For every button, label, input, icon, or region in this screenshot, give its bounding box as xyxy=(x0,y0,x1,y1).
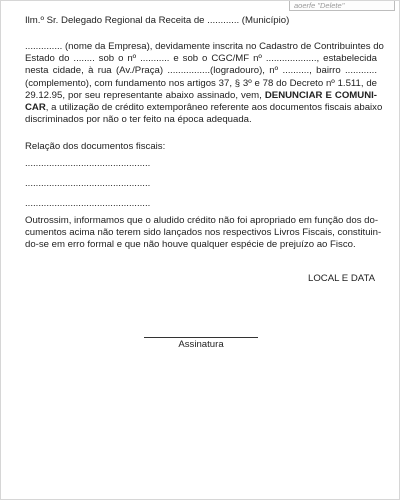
body-line-5-text: 29.12.95, por seu representante abaixo assinado, vem, xyxy=(25,89,262,101)
place-date: LOCAL E DATA xyxy=(308,273,375,284)
body-line-2: Estado do ........ sob o nº ........... e sob o CGC/MF nº ..................., estabelecida xyxy=(25,53,377,65)
body-line-5 xyxy=(25,90,377,102)
signature-line xyxy=(144,337,258,338)
conclusion-line-1: Outrossim, informamos que o aludido crédito não foi apropriado em função dos do- xyxy=(25,215,379,226)
body-line-6 xyxy=(25,102,383,114)
emphasis-denunciar: DENUNCIAR E COMUNI- xyxy=(264,89,377,101)
emphasis-comunicar: CAR xyxy=(25,102,46,114)
document-entry-line: ............................................... xyxy=(25,178,151,189)
conclusion-line-2: cumentos acima não terem sido lançados nos respectivos Livros Fiscais, constituin- xyxy=(25,227,382,239)
addressee-line: Ilm.º Sr. Delegado Regional da Receita de ............ (Município) xyxy=(25,15,290,26)
body-line-6-text: , a utilização de crédito extemporâneo referente aos documentos fiscais abaixo xyxy=(45,102,383,114)
documents-heading: Relação dos documentos fiscais: xyxy=(25,141,166,152)
corner-note: aoerfe "Delete" xyxy=(289,1,395,11)
body-paragraph xyxy=(25,41,384,126)
body-line-1: .............. (nome da Empresa), devidamente inscrita no Cadastro de Contribuintes do xyxy=(25,41,384,52)
body-line-4: (complemento), com fundamento nos artigos 37, § 3º e 78 do Decreto nº 1.511, de xyxy=(25,77,377,89)
signature-label: Assinatura xyxy=(178,339,224,350)
conclusion-paragraph xyxy=(25,215,382,252)
body-line-7: discriminados por não o ter feito na época adequada. xyxy=(25,114,252,126)
conclusion-line-3: do-se em erro formal e que não houve qualquer espécie de prejuízo ao Fisco. xyxy=(25,239,356,251)
document-entry-line: ............................................... xyxy=(25,198,151,209)
document-entry-line: ............................................... xyxy=(25,158,151,169)
body-line-3: nesta cidade, à rua (Av./Praça) ................(logradouro), nº .........., bairro ............ xyxy=(25,65,377,77)
